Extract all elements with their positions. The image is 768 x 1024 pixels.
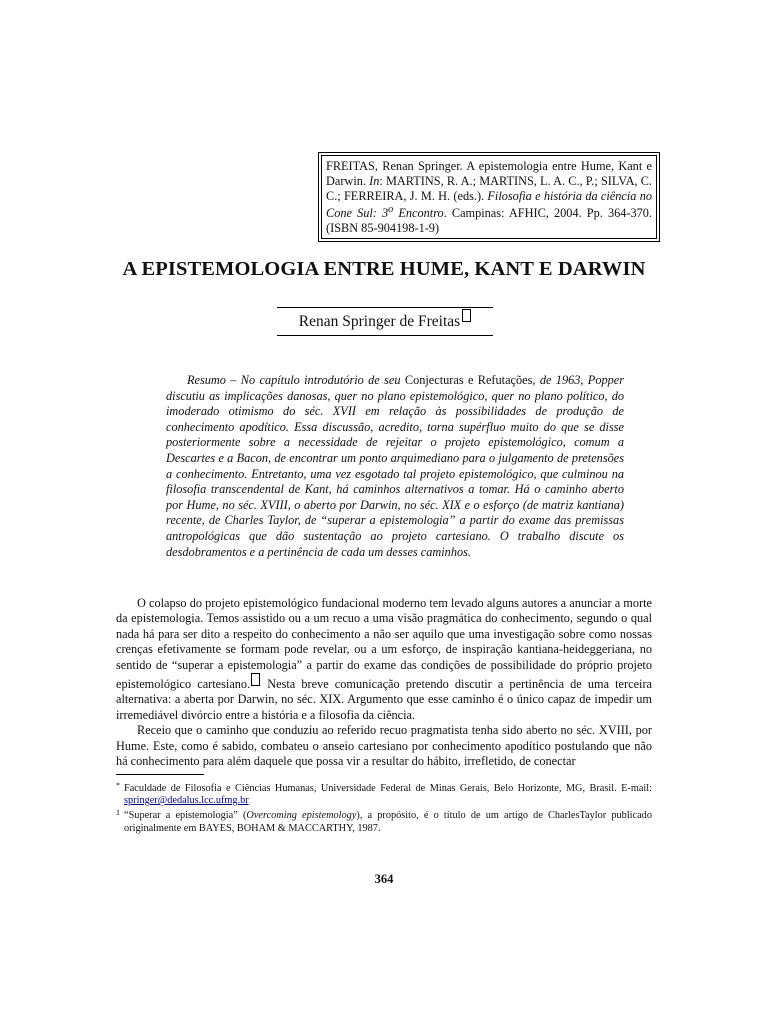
footnote-italic: Overcoming epistemology xyxy=(246,810,357,822)
footnote-marker-icon[interactable] xyxy=(251,673,260,686)
footnote-text: Faculdade de Filosofia e Ciências Humanas, Universidade Federal de Minas Gerais, Belo Horizonte, MG, Brasil. E-mail: xyxy=(124,783,652,794)
citation-box xyxy=(318,152,660,242)
footnote-mark: 1 xyxy=(116,808,120,818)
paragraph-text: Nesta breve comunicação pretendo discutir a pertinência de uma terceira alternativa: a aberta por Darwin, no séc. XIX. Argumento que esse caminho é o único capaz de impedir um irremediável divórcio entre a história e a filosofia da ciência. xyxy=(116,677,652,722)
body-text xyxy=(116,596,652,769)
author-name: Renan Springer de Freitas xyxy=(298,313,461,330)
page-number: 364 xyxy=(374,872,394,886)
paragraph xyxy=(116,596,652,723)
author-line xyxy=(277,308,493,335)
citation-superscript: o xyxy=(388,204,394,216)
paragraph-text: Receio que o caminho que conduziu ao referido recuo pragmatista tenha sido aberto no séc. XVIII, por Hume. Este, como é sabido, combateu o anseio cartesiano por conhecimento apodítico postulando que não há conhecimento para além daquele que possa vir a resultar do hábito, irrefletido, de conectar xyxy=(116,723,652,769)
footnote-mark: * xyxy=(116,781,120,790)
citation-book-title-text: Filosofia e história da ciência no Cone Sul: 3 xyxy=(326,188,652,221)
abstract-book-title: Conjecturas e Refutações xyxy=(404,373,533,387)
citation-part: : MARTINS, R. A.; MARTINS, L. A. C., P.; SILVA, C. C.; FERREIRA, J. M. H. (eds.). xyxy=(326,173,652,203)
author-block xyxy=(277,307,493,336)
abstract-text: , de 1963, Popper discutiu as implicações danosas, quer no plano epistemológico, quer no plano político, do imoderado otimismo do séc. XVII em relação às possibilidades de produção de conhecimento apodítico. Essa discussão, acredito, torna supérfluo muito do que se disse posteriormente sobre a necessidade de rejeitar o projeto epistemológico, comum a Descartes e a Bacon, de encontrar um ponto arquimediano para o julgamento de pretensões a conhecimento. Entretanto, uma vez esgotado tal projeto epistemológico, que culminou na filosofia transcendental de Kant, há caminhos alternativos a tomar. Há o caminho aberto por Hume, no séc. XVIII, o aberto por Darwin, no séc. XIX e o esforço (de matriz kantiana) recente, de Charles Taylor, de “superar a epistemologia” a partir do exame das premissas antropológicas que dão sustentação ao projeto cartesiano. O trabalho discute os desdobramentos e a pertinência de cada um desses caminhos. xyxy=(166,373,625,559)
paragraph-text: O colapso do projeto epistemológico fundacional moderno tem levado alguns autores a anunciar a morte da epistemologia. Temos assistido ou a um recuo a uma visão pragmática do conhecimento, segundo o qual nada há para ser dito a respeito do conhecimento a não ser aquilo que uma investigação sobre como nossas crenças efetivamente se formam pode revelar, ou a um esforço, de inspiração kantiana-heideggeriana, no sentido de “superar a epistemologia” a partir do exame das condições de possibilidade do próprio projeto epistemológico cartesiano. xyxy=(116,596,652,692)
citation-part: . Campinas: AFHIC, 2004. Pp. 364-370. (ISBN 85-904198-1-9) xyxy=(326,206,652,236)
paper-title: A EPISTEMOLOGIA ENTRE HUME, KANT E DARWIN xyxy=(122,258,646,280)
footnote-text: “Superar a epistemologia” ( xyxy=(124,810,247,822)
footnote-1 xyxy=(116,810,652,834)
footnote-affiliation xyxy=(116,783,652,807)
citation-part: FREITAS, Renan Springer. A epistemologia entre Hume, Kant e Darwin. xyxy=(326,159,652,188)
abstract-lead: Resumo – No capítulo introdutório de seu xyxy=(187,373,405,387)
citation-book-title-end: Encontro xyxy=(393,206,444,221)
footnote-text: ), a propósito, é o título de um artigo de CharlesTaylor publicado originalmente em BAYES, BOHAM & MACCARTHY, 1987. xyxy=(124,810,652,834)
email-link[interactable]: springer@dedalus.lcc.ufmg.br xyxy=(124,795,249,807)
footnotes xyxy=(116,783,652,838)
footnote-separator xyxy=(116,774,204,775)
citation-text xyxy=(321,155,657,239)
footnote-marker-icon[interactable] xyxy=(462,309,471,322)
author-rule-bottom xyxy=(277,335,493,336)
paragraph xyxy=(116,723,652,769)
citation-in-label: In xyxy=(369,173,380,188)
abstract xyxy=(166,373,624,560)
